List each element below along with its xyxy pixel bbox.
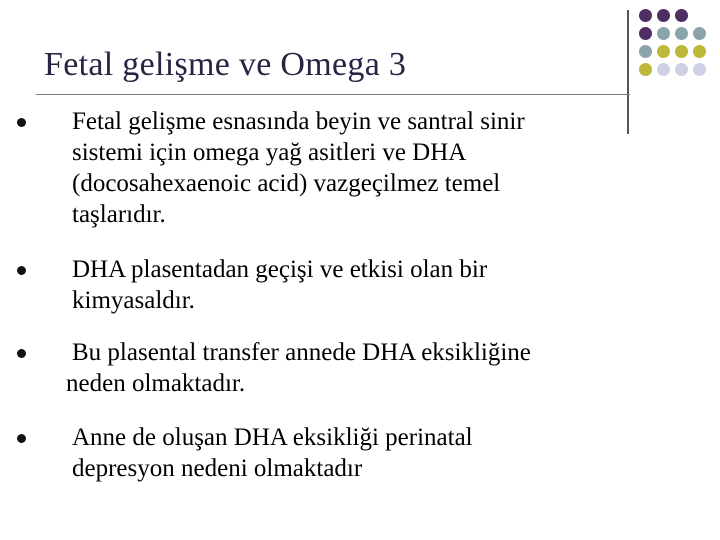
- bullet-item-3: [66, 337, 672, 399]
- decorative-dot: [693, 45, 706, 58]
- bullet-line: Bu plasental transfer annede DHA eksikliğine: [72, 339, 531, 366]
- decorative-dot: [675, 63, 688, 76]
- title-underline: [36, 94, 630, 95]
- bullet-icon: [17, 266, 26, 275]
- decorative-dot: [693, 63, 706, 76]
- decorative-dot: [639, 27, 652, 40]
- bullet-item-2: [72, 254, 672, 316]
- bullet-icon: [17, 349, 26, 358]
- bullet-icon: [17, 434, 26, 443]
- decorative-dot: [639, 63, 652, 76]
- bullet-line: neden olmaktadır.: [66, 370, 246, 397]
- bullet-line: taşlarıdır.: [72, 201, 166, 228]
- decorative-dot: [675, 45, 688, 58]
- bullet-icon: [17, 118, 26, 127]
- bullet-line: kimyasaldır.: [72, 287, 195, 314]
- bullet-item-4: [72, 422, 672, 484]
- decorative-dot: [675, 9, 688, 22]
- slide-title: Fetal gelişme ve Omega 3: [44, 46, 407, 83]
- bullet-line: (docosahexaenoic acid) vazgeçilmez temel: [72, 170, 501, 197]
- decorative-dot: [657, 9, 670, 22]
- bullet-line: Anne de oluşan DHA eksikliği perinatal: [72, 424, 473, 451]
- bullet-line: depresyon nedeni olmaktadır: [72, 455, 363, 482]
- decorative-dot: [675, 27, 688, 40]
- bullet-line: DHA plasentadan geçişi ve etkisi olan bir: [72, 256, 488, 283]
- decorative-dot: [693, 27, 706, 40]
- decorative-dot: [639, 9, 652, 22]
- bullet-item-1: [72, 106, 672, 230]
- decorative-dot: [657, 27, 670, 40]
- decorative-dot: [639, 45, 652, 58]
- decorative-dot: [657, 45, 670, 58]
- bullet-line: Fetal gelişme esnasında beyin ve santral sinir: [72, 108, 525, 135]
- decorative-dot: [657, 63, 670, 76]
- bullet-line: sistemi için omega yağ asitleri ve DHA: [72, 139, 467, 166]
